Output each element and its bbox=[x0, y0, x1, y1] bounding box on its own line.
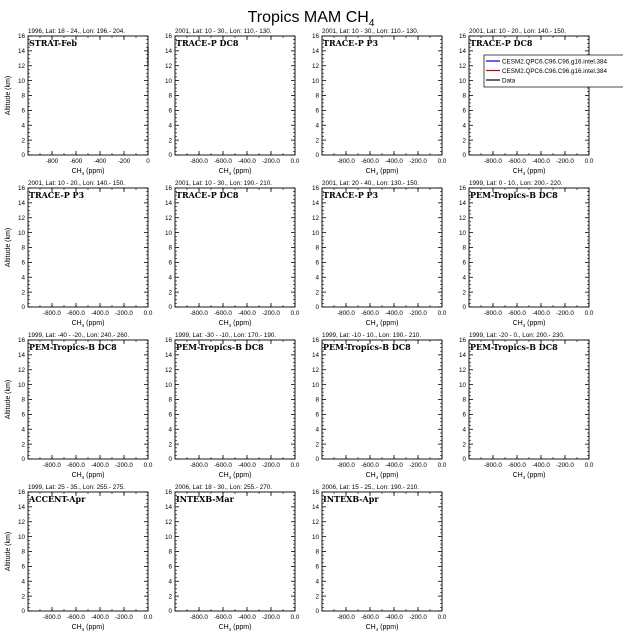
panel-9 bbox=[5, 332, 153, 480]
campaign-label: INTEXB-Mar bbox=[176, 494, 234, 504]
y-tick-label: 10 bbox=[164, 533, 172, 541]
y-tick-label: 14 bbox=[164, 200, 172, 208]
x-axis-label: $CH_4$ (ppm) bbox=[218, 624, 252, 632]
y-tick-label: 6 bbox=[462, 107, 466, 115]
y-tick-label: 10 bbox=[311, 77, 319, 85]
x-axis-label: $CH_4$ (ppm) bbox=[71, 472, 105, 480]
x-tick-label: 0.0 bbox=[290, 310, 300, 317]
y-tick-label: 14 bbox=[311, 504, 319, 512]
x-tick-label: -200.0 bbox=[556, 310, 574, 317]
y-tick-label: 2 bbox=[315, 441, 319, 449]
x-tick-label: -400.0 bbox=[238, 462, 256, 469]
x-tick-label: -400.0 bbox=[532, 158, 550, 165]
x-tick-label: -400.0 bbox=[385, 462, 403, 469]
y-tick-label: 6 bbox=[21, 259, 25, 267]
y-tick-label: 6 bbox=[315, 107, 319, 115]
y-tick-label: 6 bbox=[462, 259, 466, 267]
y-tick-label: 12 bbox=[311, 366, 319, 374]
y-tick-label: 16 bbox=[164, 337, 172, 345]
x-tick-label: -800 bbox=[45, 158, 59, 165]
y-tick-label: 0 bbox=[21, 152, 25, 160]
y-tick-label: 2 bbox=[168, 441, 172, 449]
x-tick-label: 0.0 bbox=[143, 310, 153, 317]
plot-frame bbox=[469, 188, 589, 307]
y-tick-label: 4 bbox=[21, 426, 25, 434]
y-tick-label: 10 bbox=[17, 77, 25, 85]
panel-header: 1999, Lat: 25 - 35., Lon: 255.- 275. bbox=[28, 484, 125, 491]
x-tick-label: -600.0 bbox=[214, 158, 232, 165]
plot-frame bbox=[322, 36, 442, 155]
plot-frame bbox=[322, 492, 442, 611]
campaign-label: TRACE-P P3 bbox=[323, 38, 379, 48]
x-tick-label: -800.0 bbox=[484, 158, 502, 165]
y-tick-label: 4 bbox=[21, 122, 25, 130]
y-tick-label: 10 bbox=[164, 77, 172, 85]
y-tick-label: 10 bbox=[458, 229, 466, 237]
panel-1 bbox=[5, 28, 150, 176]
y-tick-label: 8 bbox=[21, 548, 25, 556]
x-tick-label: -200.0 bbox=[409, 310, 427, 317]
y-tick-label: 0 bbox=[315, 608, 319, 616]
plot-frame bbox=[175, 340, 295, 459]
panel-5 bbox=[5, 180, 153, 328]
y-tick-label: 12 bbox=[164, 518, 172, 526]
legend bbox=[484, 55, 623, 87]
y-tick-label: 10 bbox=[458, 77, 466, 85]
campaign-label: ACCENT-Apr bbox=[29, 494, 86, 504]
x-tick-label: -600.0 bbox=[361, 158, 379, 165]
y-axis-label: Altitude (km) bbox=[5, 75, 12, 116]
y-tick-label: 8 bbox=[168, 396, 172, 404]
y-tick-label: 4 bbox=[21, 578, 25, 586]
y-axis-label: Altitude (km) bbox=[5, 227, 12, 268]
x-axis-label: $CH_4$ (ppm) bbox=[365, 472, 399, 480]
panel-8 bbox=[459, 180, 594, 328]
y-tick-label: 12 bbox=[164, 214, 172, 222]
y-tick-label: 14 bbox=[458, 352, 466, 360]
y-tick-label: 0 bbox=[168, 608, 172, 616]
x-tick-label: -800.0 bbox=[484, 310, 502, 317]
campaign-label: INTEXB-Apr bbox=[323, 494, 379, 504]
y-tick-label: 10 bbox=[311, 533, 319, 541]
y-tick-label: 10 bbox=[458, 381, 466, 389]
x-tick-label: -400.0 bbox=[385, 310, 403, 317]
plot-frame bbox=[175, 188, 295, 307]
panel-13 bbox=[5, 484, 153, 632]
y-tick-label: 2 bbox=[168, 137, 172, 145]
y-tick-label: 6 bbox=[21, 563, 25, 571]
panel-7 bbox=[312, 180, 447, 328]
x-tick-label: 0.0 bbox=[290, 158, 300, 165]
panel-4 bbox=[459, 28, 623, 176]
y-tick-label: 4 bbox=[315, 426, 319, 434]
x-tick-label: -200.0 bbox=[115, 462, 133, 469]
x-axis-label: $CH_4$ (ppm) bbox=[71, 168, 105, 176]
y-axis-label: Altitude (km) bbox=[5, 379, 12, 420]
campaign-label: PEM-Tropics-B DC8 bbox=[470, 342, 558, 352]
x-tick-label: 0.0 bbox=[290, 614, 300, 621]
x-tick-label: -400.0 bbox=[91, 614, 109, 621]
campaign-label: TRACE-P DC8 bbox=[176, 38, 239, 48]
legend-label: CESM2.QPC6.C96.C96.g16.intel.384 bbox=[502, 67, 608, 75]
x-tick-label: -400.0 bbox=[238, 614, 256, 621]
plot-frame bbox=[175, 36, 295, 155]
plot-frame bbox=[322, 188, 442, 307]
y-tick-label: 6 bbox=[462, 411, 466, 419]
y-tick-label: 12 bbox=[311, 214, 319, 222]
panel-header: 2001, Lat: 10 - 20., Lon: 140.- 150. bbox=[28, 180, 125, 187]
x-axis-label: $CH_4$ (ppm) bbox=[365, 168, 399, 176]
x-tick-label: -600 bbox=[69, 158, 83, 165]
y-tick-label: 14 bbox=[164, 504, 172, 512]
y-tick-label: 14 bbox=[17, 352, 25, 360]
x-tick-label: -200.0 bbox=[409, 462, 427, 469]
y-tick-label: 2 bbox=[168, 289, 172, 297]
y-tick-label: 4 bbox=[462, 122, 466, 130]
x-tick-label: -800.0 bbox=[337, 614, 355, 621]
y-tick-label: 8 bbox=[315, 244, 319, 252]
x-tick-label: -800.0 bbox=[484, 462, 502, 469]
x-axis-label: $CH_4$ (ppm) bbox=[512, 320, 546, 328]
x-tick-label: 0.0 bbox=[437, 158, 447, 165]
y-tick-label: 14 bbox=[17, 504, 25, 512]
y-tick-label: 16 bbox=[17, 185, 25, 193]
legend-label: CESM2.QPC6.C96.C96.g16.intel.384 bbox=[502, 58, 608, 66]
x-tick-label: -400.0 bbox=[385, 158, 403, 165]
x-tick-label: 0.0 bbox=[584, 310, 594, 317]
y-tick-label: 8 bbox=[21, 244, 25, 252]
y-tick-label: 16 bbox=[458, 33, 466, 41]
y-tick-label: 14 bbox=[458, 200, 466, 208]
y-tick-label: 8 bbox=[168, 244, 172, 252]
y-tick-label: 14 bbox=[17, 48, 25, 56]
y-tick-label: 2 bbox=[462, 137, 466, 145]
y-tick-label: 12 bbox=[17, 214, 25, 222]
x-tick-label: 0.0 bbox=[437, 462, 447, 469]
x-tick-label: -200.0 bbox=[262, 310, 280, 317]
x-tick-label: -400.0 bbox=[532, 310, 550, 317]
y-tick-label: 16 bbox=[311, 489, 319, 497]
y-tick-label: 8 bbox=[168, 548, 172, 556]
y-tick-label: 12 bbox=[164, 62, 172, 70]
x-tick-label: -800.0 bbox=[190, 310, 208, 317]
panel-2 bbox=[165, 28, 300, 176]
y-tick-label: 8 bbox=[315, 396, 319, 404]
plot-frame bbox=[28, 492, 148, 611]
x-tick-label: -200.0 bbox=[556, 158, 574, 165]
y-tick-label: 8 bbox=[315, 548, 319, 556]
y-tick-label: 16 bbox=[311, 337, 319, 345]
y-tick-label: 0 bbox=[21, 304, 25, 312]
plot-frame bbox=[28, 188, 148, 307]
y-axis-label: Altitude (km) bbox=[5, 531, 12, 572]
x-axis-label: $CH_4$ (ppm) bbox=[218, 320, 252, 328]
x-tick-label: -800.0 bbox=[43, 310, 61, 317]
y-tick-label: 2 bbox=[168, 593, 172, 601]
y-tick-label: 4 bbox=[462, 274, 466, 282]
x-axis-label: $CH_4$ (ppm) bbox=[512, 472, 546, 480]
y-tick-label: 4 bbox=[168, 426, 172, 434]
x-tick-label: -400.0 bbox=[238, 310, 256, 317]
panel-15 bbox=[312, 484, 447, 632]
y-tick-label: 16 bbox=[17, 33, 25, 41]
y-tick-label: 16 bbox=[164, 185, 172, 193]
y-tick-label: 10 bbox=[311, 229, 319, 237]
y-tick-label: 8 bbox=[21, 92, 25, 100]
y-tick-label: 0 bbox=[315, 456, 319, 464]
campaign-label: TRACE-P DC8 bbox=[176, 190, 239, 200]
y-tick-label: 6 bbox=[315, 411, 319, 419]
campaign-label: STRAT-Feb bbox=[29, 38, 78, 48]
y-tick-label: 16 bbox=[458, 185, 466, 193]
legend-label: Data bbox=[502, 77, 516, 85]
y-tick-label: 2 bbox=[462, 441, 466, 449]
y-tick-label: 4 bbox=[168, 122, 172, 130]
panel-10 bbox=[165, 332, 300, 480]
x-tick-label: 0.0 bbox=[584, 462, 594, 469]
x-tick-label: -400.0 bbox=[532, 462, 550, 469]
panel-header: 2001, Lat: 10 - 30., Lon: 110.- 130. bbox=[322, 28, 419, 35]
x-tick-label: -800.0 bbox=[43, 614, 61, 621]
y-tick-label: 0 bbox=[462, 456, 466, 464]
campaign-label: PEM-Tropics-B DC8 bbox=[29, 342, 117, 352]
y-tick-label: 0 bbox=[168, 456, 172, 464]
x-tick-label: 0.0 bbox=[584, 158, 594, 165]
y-tick-label: 6 bbox=[315, 563, 319, 571]
campaign-label: PEM-Tropics-B DC8 bbox=[323, 342, 411, 352]
x-tick-label: -600.0 bbox=[67, 462, 85, 469]
x-tick-label: -800.0 bbox=[337, 462, 355, 469]
y-tick-label: 0 bbox=[315, 152, 319, 160]
y-tick-label: 16 bbox=[17, 489, 25, 497]
y-tick-label: 0 bbox=[462, 152, 466, 160]
campaign-label: TRACE-P P3 bbox=[29, 190, 85, 200]
y-tick-label: 12 bbox=[17, 62, 25, 70]
panel-header: 2006, Lat: 18 - 30., Lon: 255.- 270. bbox=[175, 484, 272, 491]
y-tick-label: 4 bbox=[168, 274, 172, 282]
plot-frame bbox=[469, 36, 589, 155]
y-tick-label: 14 bbox=[164, 352, 172, 360]
x-tick-label: -800.0 bbox=[337, 158, 355, 165]
x-tick-label: -200.0 bbox=[115, 310, 133, 317]
x-axis-label: $CH_4$ (ppm) bbox=[71, 320, 105, 328]
figure-title: Tropics MAM $CH_4$ bbox=[247, 9, 375, 29]
y-tick-label: 10 bbox=[17, 533, 25, 541]
y-tick-label: 2 bbox=[462, 289, 466, 297]
campaign-label: PEM-Tropics-B DC8 bbox=[470, 190, 558, 200]
y-tick-label: 4 bbox=[168, 578, 172, 586]
x-axis-label: $CH_4$ (ppm) bbox=[218, 472, 252, 480]
y-tick-label: 4 bbox=[315, 578, 319, 586]
y-tick-label: 0 bbox=[462, 304, 466, 312]
y-tick-label: 0 bbox=[315, 304, 319, 312]
panel-14 bbox=[165, 484, 300, 632]
y-tick-label: 2 bbox=[315, 593, 319, 601]
panel-header: 1999, Lat: -30 - -10., Lon: 170.- 190. bbox=[175, 332, 277, 339]
x-tick-label: -600.0 bbox=[214, 614, 232, 621]
campaign-label: TRACE-P DC8 bbox=[470, 38, 533, 48]
x-tick-label: -200.0 bbox=[409, 158, 427, 165]
x-tick-label: 0.0 bbox=[437, 310, 447, 317]
y-tick-label: 6 bbox=[168, 259, 172, 267]
x-tick-label: -600.0 bbox=[508, 310, 526, 317]
panel-header: 1999, Lat: 0 - 10., Lon: 200.- 220. bbox=[469, 180, 563, 187]
y-tick-label: 6 bbox=[168, 563, 172, 571]
panel-header: 2001, Lat: 10 - 20., Lon: 140.- 150. bbox=[469, 28, 566, 35]
y-tick-label: 10 bbox=[164, 229, 172, 237]
x-tick-label: -600.0 bbox=[361, 614, 379, 621]
panel-11 bbox=[312, 332, 447, 480]
panel-header: 1999, Lat: -20 - 0., Lon: 200.- 230. bbox=[469, 332, 565, 339]
y-tick-label: 8 bbox=[462, 92, 466, 100]
y-tick-label: 6 bbox=[21, 411, 25, 419]
y-tick-label: 8 bbox=[21, 396, 25, 404]
y-tick-label: 16 bbox=[164, 489, 172, 497]
x-tick-label: 0.0 bbox=[143, 614, 153, 621]
plot-frame bbox=[175, 492, 295, 611]
y-tick-label: 8 bbox=[315, 92, 319, 100]
plot-frame bbox=[322, 340, 442, 459]
y-tick-label: 10 bbox=[17, 229, 25, 237]
y-tick-label: 16 bbox=[17, 337, 25, 345]
x-tick-label: -200 bbox=[117, 158, 131, 165]
y-tick-label: 12 bbox=[458, 62, 466, 70]
y-tick-label: 12 bbox=[458, 366, 466, 374]
x-tick-label: -600.0 bbox=[214, 462, 232, 469]
y-tick-label: 4 bbox=[315, 122, 319, 130]
y-tick-label: 14 bbox=[311, 200, 319, 208]
plot-frame bbox=[28, 340, 148, 459]
x-tick-label: -800.0 bbox=[190, 614, 208, 621]
y-tick-label: 0 bbox=[21, 608, 25, 616]
y-tick-label: 14 bbox=[311, 352, 319, 360]
x-tick-label: -600.0 bbox=[508, 462, 526, 469]
x-axis-label: $CH_4$ (ppm) bbox=[218, 168, 252, 176]
x-tick-label: -600.0 bbox=[361, 310, 379, 317]
y-tick-label: 14 bbox=[164, 48, 172, 56]
y-tick-label: 16 bbox=[311, 33, 319, 41]
x-tick-label: -200.0 bbox=[409, 614, 427, 621]
y-tick-label: 6 bbox=[168, 411, 172, 419]
y-tick-label: 8 bbox=[462, 244, 466, 252]
y-tick-label: 16 bbox=[311, 185, 319, 193]
y-tick-label: 8 bbox=[462, 396, 466, 404]
x-axis-label: $CH_4$ (ppm) bbox=[365, 624, 399, 632]
y-tick-label: 14 bbox=[458, 48, 466, 56]
panel-header: 2006, Lat: 15 - 25., Lon: 190.- 210. bbox=[322, 484, 419, 491]
y-tick-label: 2 bbox=[21, 289, 25, 297]
panel-header: 1999, Lat: -40 - -20., Lon: 240.- 260. bbox=[28, 332, 130, 339]
panel-3 bbox=[312, 28, 447, 176]
x-tick-label: -400.0 bbox=[91, 462, 109, 469]
y-tick-label: 2 bbox=[21, 137, 25, 145]
x-tick-label: -600.0 bbox=[214, 310, 232, 317]
y-tick-label: 16 bbox=[164, 33, 172, 41]
x-tick-label: -800.0 bbox=[337, 310, 355, 317]
x-tick-label: -200.0 bbox=[556, 462, 574, 469]
y-tick-label: 2 bbox=[315, 137, 319, 145]
panel-header: 2001, Lat: 10 - 30., Lon: 190.- 210. bbox=[175, 180, 272, 187]
panel-header: 2001, Lat: 20 - 40., Lon: 130.- 150. bbox=[322, 180, 419, 187]
panel-6 bbox=[165, 180, 300, 328]
y-tick-label: 0 bbox=[21, 456, 25, 464]
x-tick-label: -600.0 bbox=[361, 462, 379, 469]
x-tick-label: -600.0 bbox=[67, 310, 85, 317]
y-tick-label: 16 bbox=[458, 337, 466, 345]
x-tick-label: -200.0 bbox=[262, 614, 280, 621]
y-tick-label: 12 bbox=[17, 518, 25, 526]
panel-header: 1996, Lat: 18 - 24., Lon: 196.- 204. bbox=[28, 28, 125, 35]
y-tick-label: 12 bbox=[164, 366, 172, 374]
y-tick-label: 14 bbox=[17, 200, 25, 208]
y-tick-label: 6 bbox=[168, 107, 172, 115]
x-tick-label: -400.0 bbox=[385, 614, 403, 621]
y-tick-label: 4 bbox=[21, 274, 25, 282]
y-tick-label: 2 bbox=[21, 441, 25, 449]
y-tick-label: 4 bbox=[462, 426, 466, 434]
x-tick-label: -200.0 bbox=[262, 462, 280, 469]
x-tick-label: -200.0 bbox=[262, 158, 280, 165]
y-tick-label: 2 bbox=[21, 593, 25, 601]
y-tick-label: 2 bbox=[315, 289, 319, 297]
y-tick-label: 6 bbox=[21, 107, 25, 115]
y-tick-label: 12 bbox=[311, 518, 319, 526]
y-tick-label: 14 bbox=[311, 48, 319, 56]
plot-frame bbox=[28, 36, 148, 155]
y-tick-label: 0 bbox=[168, 304, 172, 312]
y-tick-label: 4 bbox=[315, 274, 319, 282]
x-tick-label: -600.0 bbox=[67, 614, 85, 621]
x-tick-label: -800.0 bbox=[190, 158, 208, 165]
y-tick-label: 10 bbox=[164, 381, 172, 389]
x-tick-label: 0.0 bbox=[143, 462, 153, 469]
panel-header: 1999, Lat: -10 - 10., Lon: 190.- 210. bbox=[322, 332, 422, 339]
x-tick-label: -200.0 bbox=[115, 614, 133, 621]
y-tick-label: 12 bbox=[458, 214, 466, 222]
y-tick-label: 10 bbox=[311, 381, 319, 389]
panel-12 bbox=[459, 332, 594, 480]
x-axis-label: $CH_4$ (ppm) bbox=[71, 624, 105, 632]
x-tick-label: -800.0 bbox=[43, 462, 61, 469]
plot-frame bbox=[469, 340, 589, 459]
x-tick-label: -800.0 bbox=[190, 462, 208, 469]
y-tick-label: 8 bbox=[168, 92, 172, 100]
x-tick-label: 0.0 bbox=[437, 614, 447, 621]
y-tick-label: 10 bbox=[17, 381, 25, 389]
campaign-label: TRACE-P P3 bbox=[323, 190, 379, 200]
campaign-label: PEM-Tropics-B DC8 bbox=[176, 342, 264, 352]
x-tick-label: -400.0 bbox=[238, 158, 256, 165]
panel-header: 2001, Lat: 10 - 30., Lon: 110.- 130. bbox=[175, 28, 272, 35]
x-tick-label: -600.0 bbox=[508, 158, 526, 165]
x-tick-label: -400.0 bbox=[91, 310, 109, 317]
x-tick-label: 0 bbox=[146, 158, 150, 165]
x-axis-label: $CH_4$ (ppm) bbox=[365, 320, 399, 328]
y-tick-label: 12 bbox=[17, 366, 25, 374]
panels-grid bbox=[5, 28, 623, 632]
x-tick-label: -400 bbox=[93, 158, 107, 165]
x-axis-label: $CH_4$ (ppm) bbox=[512, 168, 546, 176]
y-tick-label: 6 bbox=[315, 259, 319, 267]
x-tick-label: 0.0 bbox=[290, 462, 300, 469]
y-tick-label: 0 bbox=[168, 152, 172, 160]
y-tick-label: 12 bbox=[311, 62, 319, 70]
